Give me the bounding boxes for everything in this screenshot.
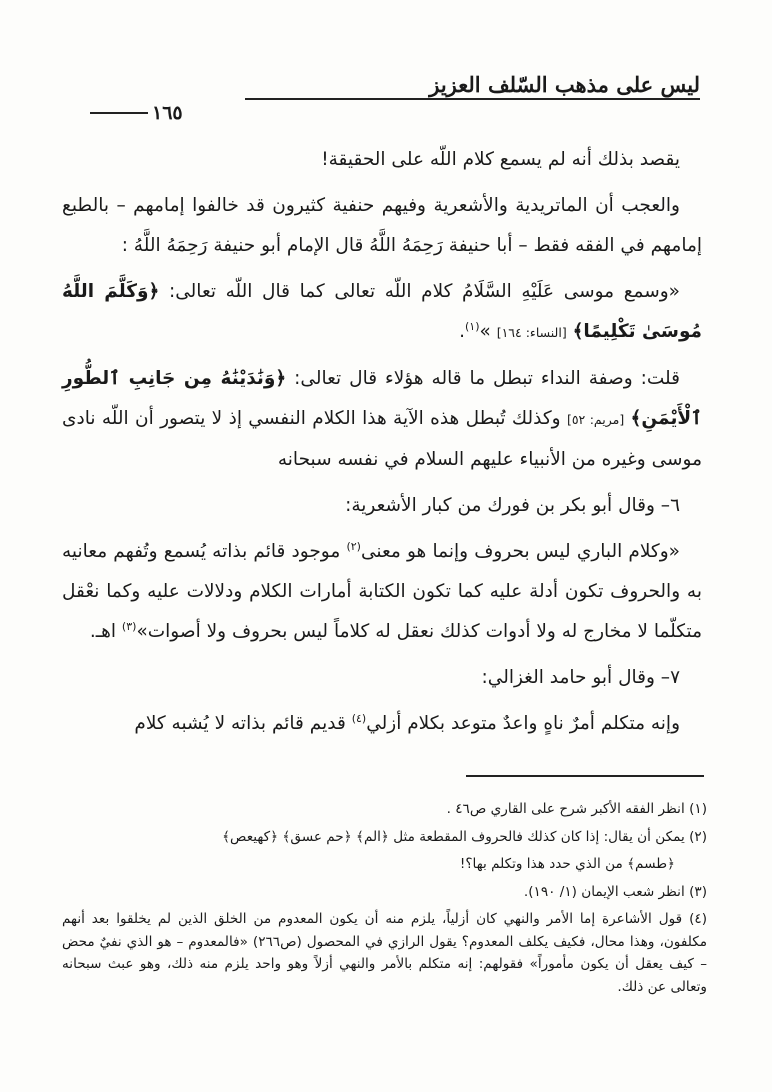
section-heading: ٧– وقال أبو حامد الغزالي: — [481, 667, 680, 688]
main-text — [62, 140, 702, 750]
text-run: . — [459, 321, 465, 342]
page-number-rule — [90, 112, 148, 114]
footnote-marker: (٢) — [346, 539, 361, 553]
footnote-continuation: ﴿طسم﴾ من الذي حدد هذا وتكلم بها؟! — [459, 856, 675, 872]
text-run: وكذلك تُبطل هذه الآية هذا الكلام النفسي إذ لا يتصور أن اللّه نادى موسى وغيره من الأنبياء عليهم السلام في نفسه سبحانه — [62, 408, 702, 470]
text-run: موجود قائم بذاته يُسمع وتُفهم معانيه به والحروف تكون أدلة عليه كما تكون الكتابة أمارات الكلام ودلالات عليه وكما نعْقل متكلّما لا مخارج له ولا أدوات كذلك نعقل له كلاماً ليس بحروف ولا أصوات» — [62, 541, 702, 642]
footnote-rule — [466, 775, 704, 777]
page-header — [90, 68, 700, 124]
text-run: «وسمع موسى عَلَيْهِ السَّلَامُ كلام اللّه تعالى كما قال اللّه تعالى: — [169, 281, 680, 302]
text-run: «وكلام الباري ليس بحروف وإنما هو معنى — [360, 541, 680, 562]
footnote: (١) انظر الفقه الأكبر شرح على القاري ص٤٦ . — [446, 801, 707, 817]
paragraph-quote-ghazali — [62, 704, 702, 744]
paragraph-quote-abu-hanifa — [62, 272, 702, 353]
footnote-marker: (٤) — [351, 711, 367, 725]
paragraph-quote-ibn-furak — [62, 532, 702, 652]
text-run: » — [479, 321, 491, 342]
footnote-marker: (١) — [464, 319, 480, 333]
footnote: (٤) قول الأشاعرة إما الأمر والنهي كان أزلياً، يلزم منه أن يكون المعدوم من الخلق الذين لم يخلقوا بعد أنهم مكلفون، وهذا محال، فكيف يكلف المعدوم؟ يقول الرازي في المحصول (ص٢٦٦) «فالمعدوم – هو الذي نفيٌ محض – كيف يعقل أن يكون مأموراً» فقولهم: إنه متكلم بالأمر والنهي أزلاً وهو واحد يلزم منه ذلك، وهو عبث سبحانه وتعالى عن ذلك. — [62, 911, 707, 995]
page-number: ١٦٥ — [152, 102, 183, 124]
header-rule — [245, 98, 700, 100]
text-run: قديم قائم بذاته لا يُشبه كلام — [134, 713, 346, 734]
footnote: (٣) انظر شعب الإيمان (١/ ١٩٠). — [523, 883, 707, 900]
text-run: وإنه متكلم أمرٌ ناهٍ واعدٌ متوعد بكلام أزلي — [366, 713, 680, 734]
verse-reference: [النساء: ١٦٤] — [496, 325, 567, 340]
footnote: (٢) يمكن أن يقال: إذا كان كذلك فالحروف المقطعة مثل ﴿الم﴾ ﴿حم عسق﴾ ﴿كهيعص﴾ — [222, 828, 707, 845]
quran-verse: ﴿وَكَلَّمَ اللَّهُ مُوسَىٰ تَكْلِيمًا﴾ — [62, 281, 702, 342]
verse-reference: [مريم: ٥٢] — [566, 412, 625, 427]
quran-verse: ﴿وَنَٰدَيْنَٰهُ مِن جَانِبِ ٱلطُّورِ ٱلْأَيْمَنِ﴾ — [62, 368, 702, 429]
paragraph: والعجب أن الماتريدية والأشعرية وفيهم حنفية كثيرون قد خالفوا إمامهم – بالطبع إمامهم في الفقه فقط – أبا حنيفة رَحِمَهُ اللَّهُ قال الإمام أبو حنيفة رَحِمَهُ اللَّهُ : — [62, 195, 702, 256]
paragraph-comment — [62, 359, 702, 480]
footnote-marker: (٣) — [121, 619, 137, 633]
footnotes — [62, 798, 707, 1003]
text-run: اهـ. — [89, 621, 117, 642]
running-title: ليس على مذهب السّلف العزيز — [429, 72, 700, 97]
text-run: قلت: وصفة النداء تبطل ما قاله هؤلاء قال تعالى: — [294, 368, 680, 389]
section-heading: ٦– وقال أبو بكر بن فورك من كبار الأشعرية: — [345, 495, 680, 516]
paragraph: يقصد بذلك أنه لم يسمع كلام اللّه على الحقيقة! — [321, 149, 680, 170]
